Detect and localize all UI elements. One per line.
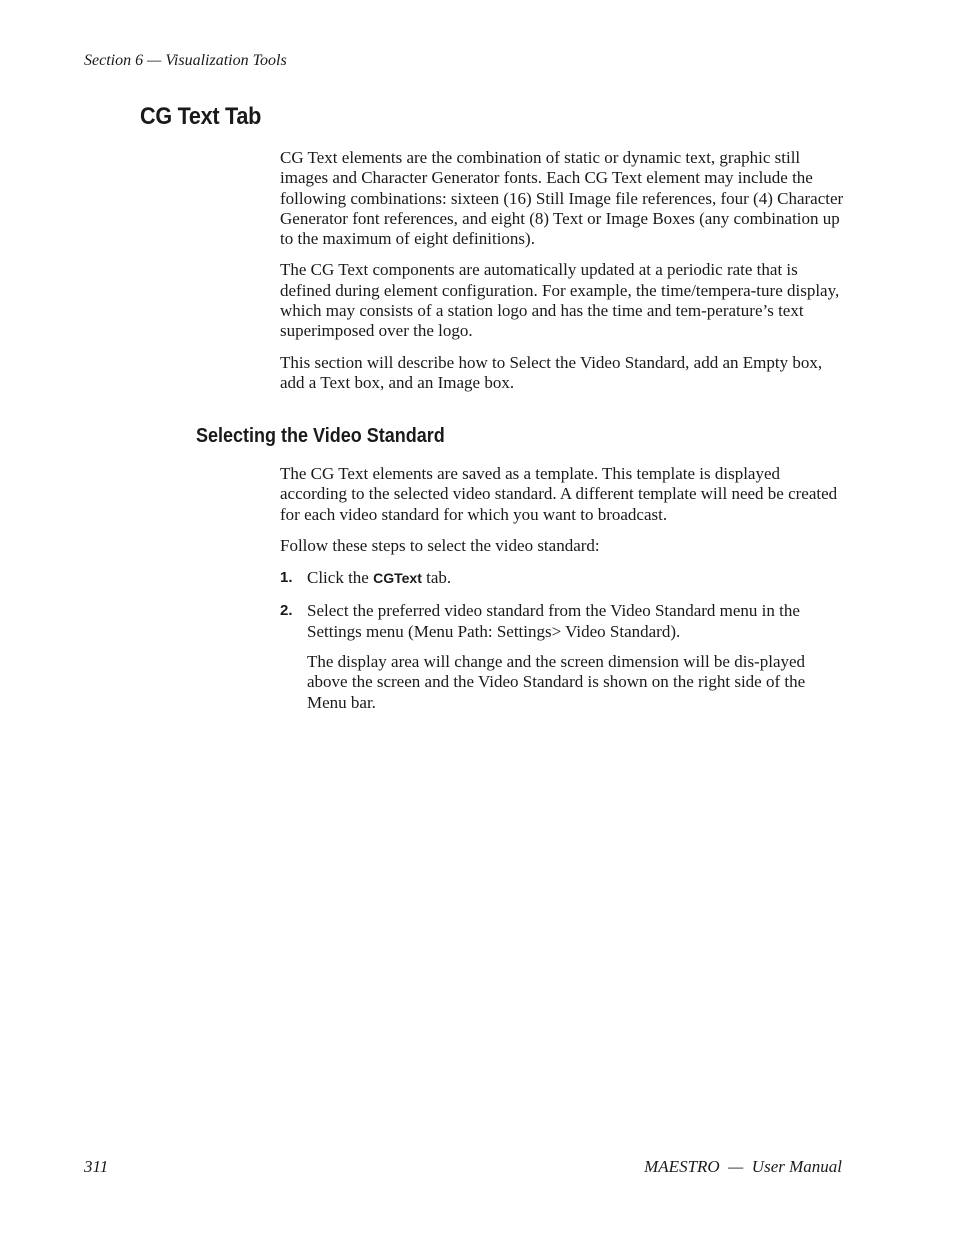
subsection-body: [280, 464, 844, 713]
running-header: Section 6 — Visualization Tools: [84, 52, 287, 69]
section-paragraph-1: CG Text elements are the combination of static or dynamic text, graphic still images and Character Generator fonts. Each CG Text element may include the following combinations: sixteen (16) Still Image file references, four (4) Character Generator font references, and eight (8) Text or Image Boxes (any combination up to the maximum of eight definitions).: [280, 148, 844, 249]
step-1-number: 1.: [280, 569, 293, 587]
step-1-ui-term: CGText: [373, 570, 422, 587]
step-1-text-after: tab.: [421, 568, 452, 588]
section-body: [280, 148, 844, 393]
step-2-text: Select the preferred video standard from the Video Standard menu in the Settings menu (Menu Path: Settings> Video Standard).: [307, 601, 800, 641]
step-1: [280, 568, 844, 588]
steps-list: [280, 568, 844, 713]
subsection-title: Selecting the Video Standard: [196, 425, 445, 447]
page-number: 311: [84, 1157, 109, 1176]
section-paragraph-2: The CG Text components are automatically updated at a periodic rate that is defined during element configuration. For example, the time/tempera-ture display, which may consists of a station logo and has the time and tem-perature’s text superimposed over the logo.: [280, 260, 840, 341]
step-1-text-before: Click the: [307, 568, 374, 588]
manual-title: MAESTRO — User Manual: [644, 1157, 842, 1176]
step-2-note: The display area will change and the screen dimension will be dis-played above the screen and the Video Standard is shown on the right side of the Menu bar.: [307, 652, 806, 712]
subsection-paragraph-1: The CG Text elements are saved as a template. This template is displayed according to the selected video standard. A different template will need be created for each video standard for which you want to broadcast.: [280, 464, 838, 524]
section-title: CG Text Tab: [140, 103, 262, 130]
step-2: [280, 601, 844, 642]
section-paragraph-3: This section will describe how to Select the Video Standard, add an Empty box, add a Text box, and an Image box.: [280, 352, 823, 392]
step-2-number: 2.: [280, 602, 293, 620]
subsection-paragraph-2: Follow these steps to select the video standard:: [280, 535, 600, 555]
